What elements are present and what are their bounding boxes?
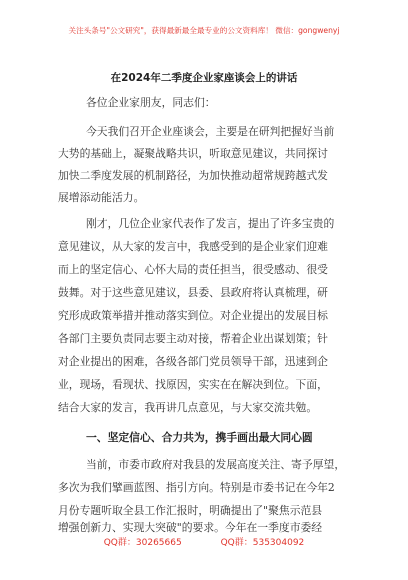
header-notice: 关注头条号"公文研究"，获得最新最全最专业的公文资料库！ 微信：gongwenyj bbox=[68, 26, 340, 35]
paragraph-line: 今天我们召开企业座谈会，主要是在研判把握好当前 bbox=[86, 125, 335, 138]
paragraph-line: 结合大家的发言，我再讲几点意见，与大家交流共勉。 bbox=[58, 401, 318, 414]
paragraph-line: 刚才，几位企业家代表作了发言，提出了许多宝贵的 bbox=[86, 217, 335, 230]
paragraph-line: 月份专题听取全县工作汇报时，明确提出了"聚焦示范县 bbox=[58, 504, 323, 517]
paragraph-line: 当前，市委市政府对我县的发展高度关注、寄予厚望， bbox=[86, 458, 346, 471]
paragraph-line: 各部门主要负责同志要主动对接，帮着企业出谋划策；针 bbox=[58, 332, 328, 345]
paragraph-line: 多次为我们擘画蓝图、指引方向。特别是市委书记在今年2 bbox=[58, 481, 335, 494]
paragraph-line: 加快二季度发展的机制路径，为加快推动超常规跨越式发 bbox=[58, 169, 328, 182]
paragraph-line: 展增添动能活力。 bbox=[58, 191, 145, 204]
document-title: 在2024年二季度企业家座谈会上的讲话 bbox=[110, 72, 298, 84]
footer-contact bbox=[0, 535, 408, 548]
footer-qq-group-1: QQ群：30265665 bbox=[103, 538, 182, 548]
paragraph-line: 对企业提出的困难，各级各部门党员领导干部，迅速到企 bbox=[58, 355, 328, 368]
footer-qq-group-2: QQ群：535304092 bbox=[220, 538, 305, 548]
paragraph-line: 意见建议，从大家的发言中，我感受到的是企业家们迎难 bbox=[58, 240, 328, 253]
paragraph-line: 大势的基础上，凝聚战略共识，听取意见建议，共同探讨 bbox=[58, 147, 328, 160]
paragraph-line: 鼓舞。对于这些意见建议，县委、县政府将认真梳理，研 bbox=[58, 286, 328, 299]
paragraph-line: 而上的坚定信心、心怀大局的责任担当，很受感动、很受 bbox=[58, 263, 328, 276]
greeting: 各位企业家朋友，同志们： bbox=[86, 96, 216, 109]
paragraph-line: 究形成政策举措并推动落实到位。对企业提出的发展目标 bbox=[58, 309, 328, 322]
section-heading: 一、坚定信心、合力共为，携手画出最大同心圆 bbox=[86, 431, 313, 444]
paragraph-line: 业，现场，看现状、找原因，实实在在解决到位。下面， bbox=[58, 378, 328, 391]
paragraph-line: 增强创新力、实现大突破"的要求。今年在一季度市委经 bbox=[58, 521, 323, 534]
